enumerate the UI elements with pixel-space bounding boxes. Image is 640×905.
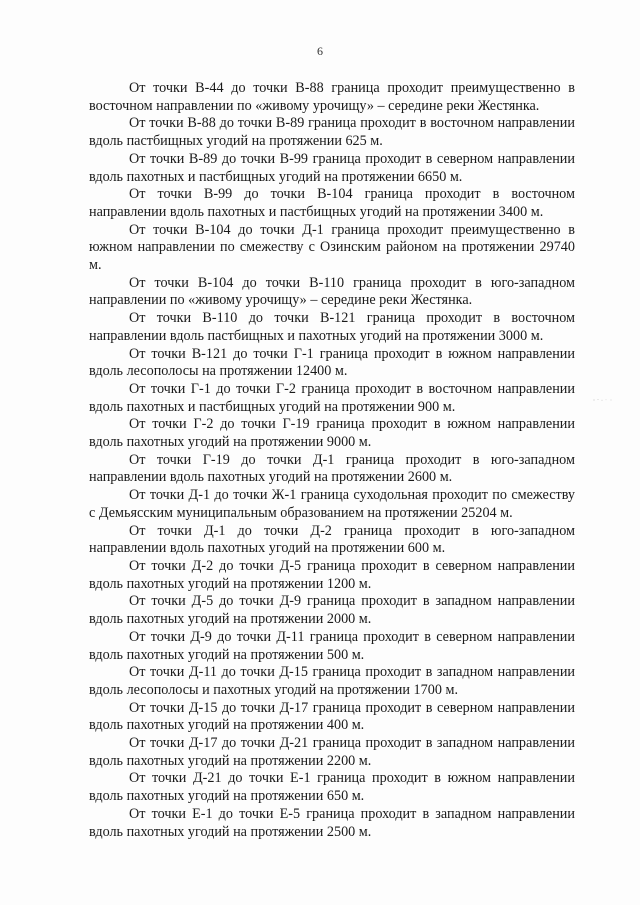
paragraph: От точки Д-9 до точки Д-11 граница проходит в северном направлении вдоль пахотных угодий на протяжении 500 м. — [89, 628, 575, 663]
paragraph: От точки Д-17 до точки Д-21 граница проходит в западном направлении вдоль пахотных угодий на протяжении 2200 м. — [89, 735, 575, 769]
paragraph: От точки В-104 до точки Д-1 граница проходит преимущественно в южном направлении по смежеству с Озинским районом на протяжении 29740 м. — [89, 221, 575, 274]
paragraph: От точки В-44 до точки В-88 граница проходит преимущественно в восточном направлении по «живому урочищу» – середине реки Жестянка. — [89, 80, 575, 114]
page-number: 6 — [317, 44, 323, 58]
paragraph: От точки Г-19 до точки Д-1 граница проходит в юго-западном направлении вдоль пахотных угодий на протяжении 2600 м. — [89, 451, 575, 486]
paragraph: От точки В-110 до точки В-121 граница проходит в восточном направлении вдоль пастбищных и пахотных угодий на протяжении 3000 м. — [89, 310, 575, 344]
scan-artifact — [592, 398, 614, 402]
paragraph: От точки Д-5 до точки Д-9 граница проходит в западном направлении вдоль пахотных угодий на протяжении 2000 м. — [89, 593, 575, 628]
paragraph: От точки Г-1 до точки Г-2 граница проходит в восточном направлении вдоль пахотных и пастбищных угодий на протяжении 900 м. — [89, 380, 575, 415]
paragraph: От точки Д-1 до точки Д-2 граница проходит в юго-западном направлении вдоль пахотных угодий на протяжении 600 м. — [89, 522, 575, 557]
paragraph: От точки В-99 до точки В-104 граница проходит в восточном направлении вдоль пахотных и пастбищных угодий на протяжении 3400 м. — [89, 186, 575, 220]
paragraph: От точки В-88 до точки В-89 граница проходит в восточном направлении вдоль пастбищных угодий на протяжении 625 м. — [89, 115, 575, 150]
document-body — [89, 80, 575, 841]
paragraph: От точки Е-1 до точки Е-5 граница проходит в западном направлении вдоль пахотных угодий на протяжении 2500 м. — [89, 805, 575, 840]
paragraph: От точки В-121 до точки Г-1 граница проходит в южном направлении вдоль лесополосы на протяжении 12400 м. — [89, 345, 575, 380]
paragraph: От точки Д-1 до точки Ж-1 граница суходольная проходит по смежеству с Демьясским муниципальным образованием на протяжении 25204 м. — [89, 487, 575, 521]
paragraph: От точки В-104 до точки В-110 граница проходит в юго-западном направлении по «живому урочищу» – середине реки Жестянка. — [89, 274, 575, 309]
paragraph: От точки Д-15 до точки Д-17 граница проходит в северном направлении вдоль пахотных угодий на протяжении 400 м. — [89, 699, 575, 734]
paragraph: От точки Д-11 до точки Д-15 граница проходит в западном направлении вдоль лесополосы и пахотных угодий на протяжении 1700 м. — [89, 664, 575, 698]
paragraph: От точки Г-2 до точки Г-19 граница проходит в южном направлении вдоль пахотных угодий на протяжении 9000 м. — [89, 416, 575, 451]
paragraph: От точки Д-21 до точки Е-1 граница проходит в южном направлении вдоль пахотных угодий на протяжении 650 м. — [89, 770, 575, 805]
paragraph: От точки В-89 до точки В-99 граница проходит в северном направлении вдоль пахотных и пастбищных угодий на протяжении 6650 м. — [89, 150, 575, 185]
paragraph: От точки Д-2 до точки Д-5 граница проходит в северном направлении вдоль пахотных угодий на протяжении 1200 м. — [89, 557, 575, 592]
